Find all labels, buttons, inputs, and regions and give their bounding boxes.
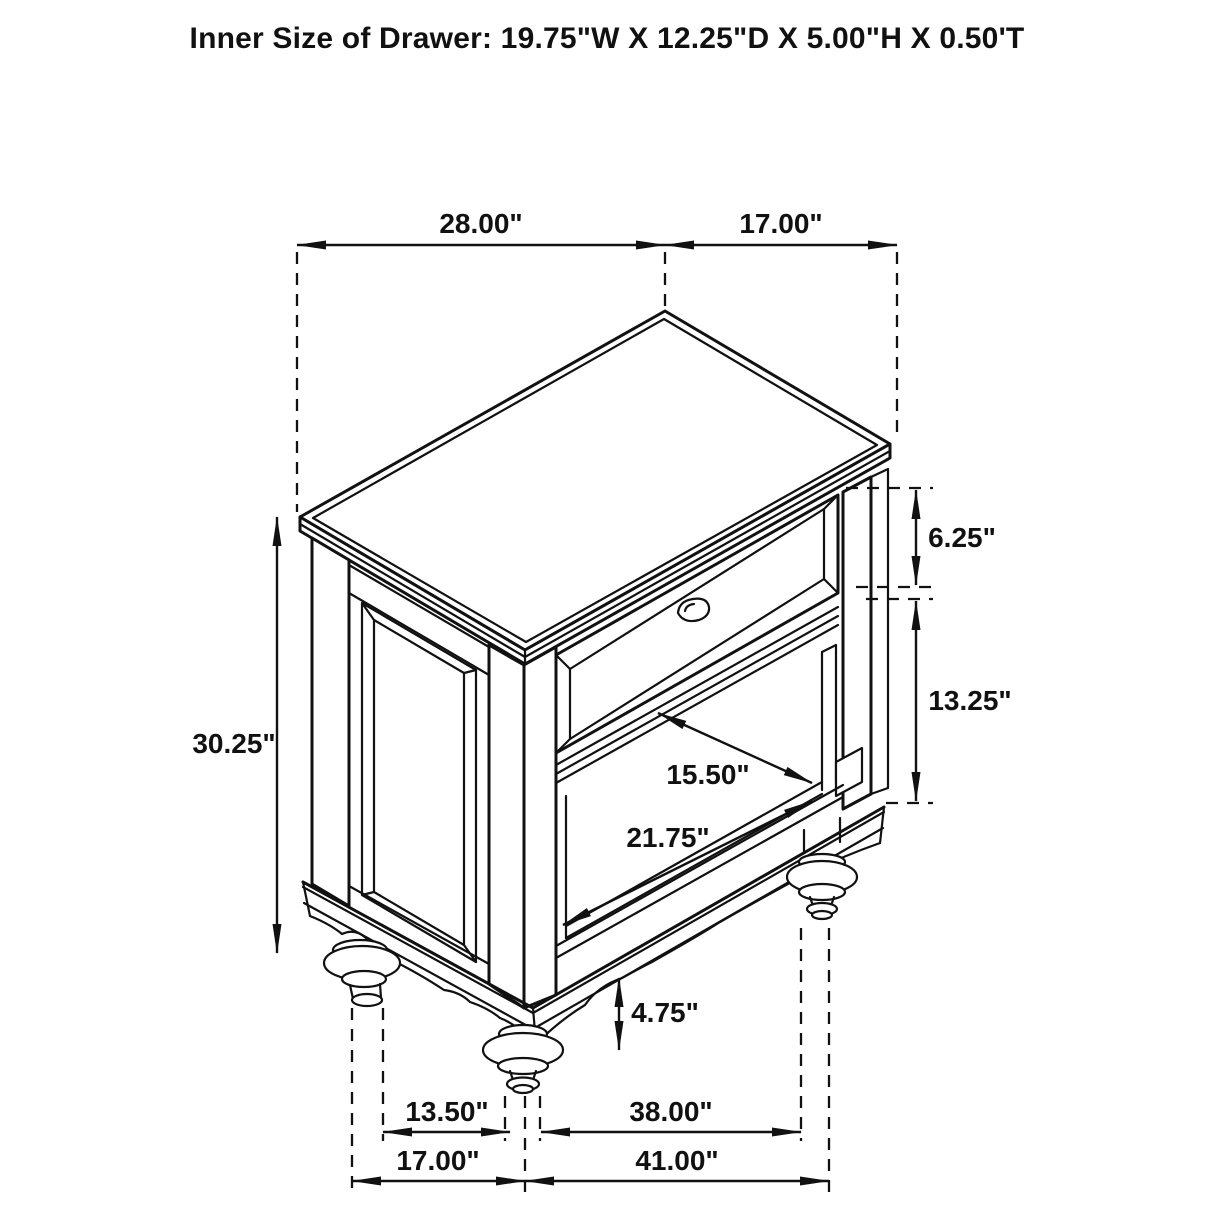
dim-label-full-width: 41.00": [635, 1145, 719, 1176]
dim-back-span: [541, 1096, 801, 1132]
front-corner-post: [489, 645, 556, 1008]
dim-label-front-leg-span: 13.50": [405, 1096, 489, 1127]
dim-label-leg-height: 4.75": [631, 997, 699, 1028]
dim-side-span: [352, 1145, 525, 1181]
dim-label-back-span: 38.00": [629, 1096, 713, 1127]
dim-front-leg-span: [383, 1096, 510, 1132]
dim-label-base-front-width: 21.75": [626, 822, 710, 853]
dim-full-width: [525, 1145, 829, 1181]
dim-label-opening-height: 13.25": [928, 685, 1012, 716]
page-title: Inner Size of Drawer: 19.75"W X 12.25"D X 5.00"H X 0.50'T: [189, 22, 1025, 55]
dim-overall-height: [192, 517, 277, 953]
left-front-leg: [324, 940, 400, 1006]
dim-label-opening-width: 15.50": [666, 759, 750, 790]
dim-label-drawer-height: 6.25": [928, 522, 996, 553]
drawer-pull: [678, 599, 709, 621]
dim-base-front-width: [563, 801, 812, 925]
dim-label-side-span: 17.00": [396, 1145, 480, 1176]
dim-label-top-width: 28.00": [439, 208, 523, 239]
dim-leg-height: [619, 978, 699, 1050]
dim-label-top-depth: 17.00": [739, 208, 823, 239]
center-front-leg: [483, 1025, 563, 1093]
dim-opening-width: [658, 713, 812, 790]
dim-label-overall-height: 30.25": [192, 728, 276, 759]
